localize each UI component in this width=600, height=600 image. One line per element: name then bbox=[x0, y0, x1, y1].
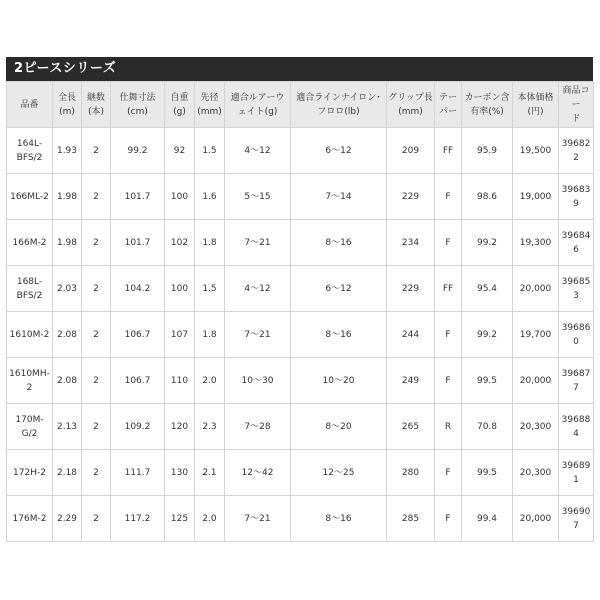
column-header-line: テー bbox=[438, 92, 457, 103]
table-cell bbox=[111, 220, 165, 266]
cell-line: 2.3 bbox=[202, 421, 217, 432]
cell-line: 229 bbox=[401, 283, 420, 294]
column-header bbox=[195, 82, 225, 128]
table-row bbox=[7, 450, 594, 496]
cell-line: 70.8 bbox=[476, 421, 498, 432]
column-header-line: ェイト(g) bbox=[237, 106, 278, 117]
cell-line: 168L- bbox=[16, 276, 43, 287]
cell-line: 130 bbox=[170, 467, 189, 478]
table-cell bbox=[513, 128, 559, 174]
table-cell bbox=[195, 312, 225, 358]
table-cell bbox=[559, 404, 594, 450]
cell-line: 95.9 bbox=[476, 145, 498, 156]
table-cell bbox=[53, 496, 82, 542]
cell-line: 2 bbox=[573, 152, 579, 163]
table-cell bbox=[53, 174, 82, 220]
cell-line: 8〜16 bbox=[325, 237, 352, 248]
table-row bbox=[7, 496, 594, 542]
table-cell bbox=[559, 128, 594, 174]
column-header-line: グリップ長 bbox=[388, 92, 433, 103]
cell-line: 2.0 bbox=[202, 513, 217, 524]
table-cell bbox=[53, 128, 82, 174]
cell-line: 280 bbox=[401, 467, 420, 478]
table-cell bbox=[165, 220, 195, 266]
table-cell bbox=[435, 450, 462, 496]
cell-line: 95.4 bbox=[476, 283, 498, 294]
table-row bbox=[7, 358, 594, 404]
table-cell bbox=[53, 312, 82, 358]
column-header bbox=[559, 82, 594, 128]
table-row bbox=[7, 404, 594, 450]
cell-line: 19,000 bbox=[519, 191, 552, 202]
column-header-line: (本) bbox=[87, 106, 105, 117]
table-cell bbox=[559, 220, 594, 266]
table-cell bbox=[82, 220, 111, 266]
cell-line: 92 bbox=[173, 145, 186, 156]
table-cell bbox=[435, 496, 462, 542]
table-cell bbox=[111, 496, 165, 542]
table-cell bbox=[165, 128, 195, 174]
column-header-line: (cm) bbox=[127, 106, 148, 117]
table-row bbox=[7, 220, 594, 266]
column-header-line: パー bbox=[438, 106, 457, 117]
table-cell bbox=[111, 450, 165, 496]
table-cell bbox=[165, 312, 195, 358]
table-cell bbox=[387, 266, 435, 312]
cell-line: 234 bbox=[401, 237, 420, 248]
table-cell bbox=[195, 266, 225, 312]
cell-line: 39684 bbox=[561, 230, 591, 241]
table-cell bbox=[513, 358, 559, 404]
cell-line: 98.6 bbox=[476, 191, 498, 202]
column-header bbox=[435, 82, 462, 128]
cell-line: 39683 bbox=[561, 184, 591, 195]
cell-line: 2 bbox=[93, 467, 99, 478]
cell-line: 166ML-2 bbox=[10, 191, 49, 202]
column-header-line: 本体価格 bbox=[517, 92, 554, 103]
table-body bbox=[7, 128, 594, 542]
table-cell bbox=[387, 128, 435, 174]
table-cell bbox=[165, 404, 195, 450]
cell-line: 99.5 bbox=[476, 375, 498, 386]
column-header bbox=[165, 82, 195, 128]
cell-line: 100 bbox=[170, 191, 189, 202]
column-header bbox=[111, 82, 165, 128]
cell-line: 39690 bbox=[561, 506, 591, 517]
table-cell bbox=[7, 496, 53, 542]
table-cell bbox=[462, 496, 513, 542]
cell-line: 2.18 bbox=[56, 467, 78, 478]
table-cell bbox=[291, 358, 387, 404]
table-cell bbox=[7, 220, 53, 266]
table-cell bbox=[462, 266, 513, 312]
cell-line: 7〜14 bbox=[325, 191, 352, 202]
cell-line: 1.5 bbox=[202, 283, 217, 294]
cell-line: 107 bbox=[170, 329, 189, 340]
table-cell bbox=[195, 404, 225, 450]
cell-line: 164L- bbox=[16, 138, 43, 149]
table-cell bbox=[195, 496, 225, 542]
table-cell bbox=[225, 404, 291, 450]
table-cell bbox=[559, 496, 594, 542]
table-cell bbox=[225, 266, 291, 312]
cell-line: 19,700 bbox=[519, 329, 552, 340]
cell-line: 4〜12 bbox=[244, 145, 271, 156]
cell-line: F bbox=[445, 329, 451, 340]
table-cell bbox=[225, 220, 291, 266]
cell-line: 4〜12 bbox=[244, 283, 271, 294]
cell-line: 8〜20 bbox=[325, 421, 352, 432]
column-header-line: ド bbox=[571, 113, 581, 124]
cell-line: 2 bbox=[93, 145, 99, 156]
table-cell bbox=[387, 358, 435, 404]
cell-line: 39689 bbox=[561, 460, 591, 471]
table-cell bbox=[7, 128, 53, 174]
column-header-line: 適合ルアーウ bbox=[230, 92, 285, 103]
table-row bbox=[7, 128, 594, 174]
table-cell bbox=[225, 496, 291, 542]
table-cell bbox=[559, 266, 594, 312]
table-cell bbox=[7, 174, 53, 220]
table-cell bbox=[435, 404, 462, 450]
cell-line: 172H-2 bbox=[13, 467, 46, 478]
cell-line: 104.2 bbox=[124, 283, 151, 294]
table-cell bbox=[7, 358, 53, 404]
table-cell bbox=[82, 404, 111, 450]
table-cell bbox=[435, 220, 462, 266]
cell-line: 2 bbox=[93, 375, 99, 386]
table-cell bbox=[291, 496, 387, 542]
cell-line: 4 bbox=[573, 428, 579, 439]
table-cell bbox=[291, 128, 387, 174]
cell-line: 2 bbox=[93, 421, 99, 432]
cell-line: 99.2 bbox=[476, 329, 498, 340]
table-cell bbox=[53, 266, 82, 312]
cell-line: 1.5 bbox=[202, 145, 217, 156]
cell-line: 7〜28 bbox=[244, 421, 271, 432]
table-cell bbox=[513, 174, 559, 220]
cell-line: F bbox=[445, 375, 451, 386]
cell-line: 5〜15 bbox=[244, 191, 271, 202]
column-header-line: 継数 bbox=[86, 92, 105, 103]
column-header bbox=[513, 82, 559, 128]
cell-line: 109.2 bbox=[124, 421, 151, 432]
cell-line: 265 bbox=[401, 421, 420, 432]
column-header-line: カーボン含 bbox=[464, 92, 510, 103]
column-header-line: 先径 bbox=[200, 92, 219, 103]
table-cell bbox=[111, 404, 165, 450]
cell-line: 6〜12 bbox=[325, 283, 352, 294]
cell-line: BFS/2 bbox=[16, 152, 43, 163]
cell-line: 39686 bbox=[561, 322, 591, 333]
cell-line: 2.1 bbox=[202, 467, 217, 478]
table-cell bbox=[462, 358, 513, 404]
cell-line: FF bbox=[442, 283, 454, 294]
table-cell bbox=[225, 450, 291, 496]
cell-line: 2.08 bbox=[56, 329, 78, 340]
table-cell bbox=[387, 496, 435, 542]
cell-line: 106.7 bbox=[124, 375, 151, 386]
table-cell bbox=[462, 312, 513, 358]
cell-line: 99.4 bbox=[476, 513, 498, 524]
table-cell bbox=[462, 220, 513, 266]
table-cell bbox=[53, 450, 82, 496]
cell-line: 2.29 bbox=[56, 513, 78, 524]
table-cell bbox=[559, 174, 594, 220]
cell-line: 102 bbox=[170, 237, 189, 248]
table-cell bbox=[82, 450, 111, 496]
table-cell bbox=[513, 266, 559, 312]
table-cell bbox=[82, 128, 111, 174]
cell-line: 1.98 bbox=[56, 191, 78, 202]
cell-line: 7 bbox=[573, 382, 579, 393]
cell-line: 285 bbox=[401, 513, 420, 524]
cell-line: F bbox=[445, 467, 451, 478]
cell-line: F bbox=[445, 191, 451, 202]
table-cell bbox=[7, 404, 53, 450]
cell-line: 2 bbox=[93, 513, 99, 524]
table-cell bbox=[7, 266, 53, 312]
cell-line: 2 bbox=[93, 283, 99, 294]
column-header bbox=[291, 82, 387, 128]
cell-line: 229 bbox=[401, 191, 420, 202]
table-cell bbox=[513, 404, 559, 450]
table-cell bbox=[111, 312, 165, 358]
cell-line: 6〜12 bbox=[325, 145, 352, 156]
table-cell bbox=[387, 312, 435, 358]
cell-line: 1.6 bbox=[202, 191, 217, 202]
column-header bbox=[7, 82, 53, 128]
cell-line: 2 bbox=[93, 191, 99, 202]
table-cell bbox=[111, 128, 165, 174]
cell-line: 1.98 bbox=[56, 237, 78, 248]
table-cell bbox=[387, 220, 435, 266]
table-cell bbox=[387, 174, 435, 220]
table-cell bbox=[53, 220, 82, 266]
cell-line: 1.8 bbox=[202, 329, 217, 340]
column-header-line: 品番 bbox=[20, 99, 39, 110]
cell-line: 39685 bbox=[561, 276, 591, 287]
cell-line: 209 bbox=[401, 145, 420, 156]
column-header bbox=[82, 82, 111, 128]
table-cell bbox=[435, 358, 462, 404]
table-cell bbox=[291, 404, 387, 450]
cell-line: 111.7 bbox=[124, 467, 151, 478]
table-cell bbox=[559, 450, 594, 496]
table-cell bbox=[435, 128, 462, 174]
table-cell bbox=[513, 496, 559, 542]
table-cell bbox=[225, 312, 291, 358]
cell-line: 244 bbox=[401, 329, 420, 340]
cell-line: 249 bbox=[401, 375, 420, 386]
cell-line: 19,500 bbox=[519, 145, 552, 156]
column-header-line: (m) bbox=[59, 106, 75, 117]
cell-line: 2.08 bbox=[56, 375, 78, 386]
cell-line: 10〜20 bbox=[322, 375, 355, 386]
cell-line: 125 bbox=[170, 513, 189, 524]
cell-line: 101.7 bbox=[124, 237, 151, 248]
cell-line: 7〜21 bbox=[244, 329, 271, 340]
cell-line: G/2 bbox=[21, 428, 38, 439]
table-cell bbox=[559, 312, 594, 358]
column-header bbox=[387, 82, 435, 128]
table-cell bbox=[291, 450, 387, 496]
cell-line: 2 bbox=[26, 382, 33, 393]
cell-line: 12〜42 bbox=[241, 467, 274, 478]
cell-line: 10〜30 bbox=[241, 375, 274, 386]
table-cell bbox=[291, 266, 387, 312]
cell-line: 1.8 bbox=[202, 237, 217, 248]
table-cell bbox=[225, 174, 291, 220]
table-cell bbox=[195, 450, 225, 496]
cell-line: 2.13 bbox=[56, 421, 78, 432]
column-header bbox=[53, 82, 82, 128]
table-cell bbox=[559, 358, 594, 404]
table-cell bbox=[82, 266, 111, 312]
cell-line: 1610MH- bbox=[9, 368, 50, 379]
table-cell bbox=[435, 312, 462, 358]
table-cell bbox=[7, 450, 53, 496]
spec-panel bbox=[6, 57, 593, 542]
cell-line: 20,000 bbox=[519, 283, 552, 294]
cell-line: 110 bbox=[170, 375, 189, 386]
cell-line: 176M-2 bbox=[12, 513, 47, 524]
column-header-line: 仕舞寸法 bbox=[119, 92, 156, 103]
table-cell bbox=[225, 358, 291, 404]
table-cell bbox=[7, 312, 53, 358]
cell-line: 3 bbox=[573, 290, 579, 301]
table-cell bbox=[82, 358, 111, 404]
cell-line: F bbox=[445, 513, 451, 524]
cell-line: F bbox=[445, 237, 451, 248]
table-cell bbox=[165, 496, 195, 542]
cell-line: 39687 bbox=[561, 368, 591, 379]
table-row bbox=[7, 312, 594, 358]
table-cell bbox=[462, 450, 513, 496]
cell-line: 8〜16 bbox=[325, 329, 352, 340]
cell-line: 39682 bbox=[561, 138, 591, 149]
cell-line: 1 bbox=[573, 474, 579, 485]
cell-line: 2 bbox=[93, 329, 99, 340]
table-cell bbox=[195, 220, 225, 266]
series-title: 2ピースシリーズ bbox=[6, 57, 593, 81]
column-header-line: (円) bbox=[527, 106, 544, 117]
table-cell bbox=[165, 450, 195, 496]
table-cell bbox=[513, 312, 559, 358]
cell-line: 39688 bbox=[561, 414, 591, 425]
table-cell bbox=[195, 358, 225, 404]
cell-line: R bbox=[444, 421, 452, 432]
column-header-line: フロロ(lb) bbox=[317, 106, 360, 117]
cell-line: 99.2 bbox=[476, 237, 498, 248]
table-cell bbox=[82, 496, 111, 542]
cell-line: 100 bbox=[170, 283, 189, 294]
cell-line: 117.2 bbox=[124, 513, 151, 524]
table-cell bbox=[387, 404, 435, 450]
cell-line: 7 bbox=[573, 520, 579, 531]
column-header bbox=[225, 82, 291, 128]
table-cell bbox=[82, 312, 111, 358]
table-cell bbox=[82, 174, 111, 220]
column-header-line: 有率(%) bbox=[470, 106, 504, 117]
table-cell bbox=[435, 266, 462, 312]
cell-line: 99.5 bbox=[476, 467, 498, 478]
cell-line: 170M- bbox=[15, 414, 44, 425]
cell-line: 106.7 bbox=[124, 329, 151, 340]
column-header-line: (mm) bbox=[197, 106, 222, 117]
table-cell bbox=[53, 404, 82, 450]
cell-line: 12〜25 bbox=[322, 467, 355, 478]
cell-line: 1.93 bbox=[56, 145, 78, 156]
cell-line: 20,300 bbox=[519, 467, 552, 478]
column-header-line: (mm) bbox=[398, 106, 423, 117]
cell-line: BFS/2 bbox=[16, 290, 43, 301]
cell-line: 8〜16 bbox=[325, 513, 352, 524]
table-cell bbox=[111, 266, 165, 312]
table-cell bbox=[513, 220, 559, 266]
cell-line: 166M-2 bbox=[12, 237, 47, 248]
table-cell bbox=[165, 174, 195, 220]
cell-line: 19,300 bbox=[519, 237, 552, 248]
cell-line: 2 bbox=[93, 237, 99, 248]
cell-line: 99.2 bbox=[127, 145, 148, 156]
cell-line: 20,000 bbox=[519, 513, 552, 524]
cell-line: 2.03 bbox=[56, 283, 78, 294]
cell-line: 2.0 bbox=[202, 375, 217, 386]
cell-line: FF bbox=[442, 145, 454, 156]
column-header-line: (g) bbox=[173, 106, 186, 117]
table-cell bbox=[53, 358, 82, 404]
table-cell bbox=[291, 220, 387, 266]
table-row bbox=[7, 174, 594, 220]
table-cell bbox=[462, 128, 513, 174]
cell-line: 20,000 bbox=[519, 375, 552, 386]
cell-line: 7〜21 bbox=[244, 513, 271, 524]
cell-line: 20,300 bbox=[519, 421, 552, 432]
spec-table bbox=[6, 81, 594, 542]
cell-line: 6 bbox=[573, 244, 579, 255]
table-cell bbox=[291, 312, 387, 358]
cell-line: 1610M-2 bbox=[9, 329, 50, 340]
column-header-line: 全長 bbox=[57, 92, 76, 103]
column-header-line: 商品コー bbox=[562, 85, 590, 110]
table-cell bbox=[165, 266, 195, 312]
cell-line: 101.7 bbox=[124, 191, 151, 202]
table-cell bbox=[111, 358, 165, 404]
column-header bbox=[462, 82, 513, 128]
table-cell bbox=[462, 404, 513, 450]
table-cell bbox=[462, 174, 513, 220]
table-cell bbox=[195, 128, 225, 174]
table-cell bbox=[513, 450, 559, 496]
cell-line: 9 bbox=[573, 198, 579, 209]
table-cell bbox=[291, 174, 387, 220]
column-header-line: 自重 bbox=[170, 92, 189, 103]
cell-line: 0 bbox=[573, 336, 579, 347]
table-header-row bbox=[7, 82, 594, 128]
table-cell bbox=[225, 128, 291, 174]
cell-line: 7〜21 bbox=[244, 237, 271, 248]
cell-line: 120 bbox=[170, 421, 189, 432]
table-cell bbox=[165, 358, 195, 404]
table-row bbox=[7, 266, 594, 312]
column-header-line: 適合ラインナイロン･ bbox=[296, 92, 381, 103]
table-cell bbox=[435, 174, 462, 220]
table-cell bbox=[387, 450, 435, 496]
table-cell bbox=[195, 174, 225, 220]
table-cell bbox=[111, 174, 165, 220]
